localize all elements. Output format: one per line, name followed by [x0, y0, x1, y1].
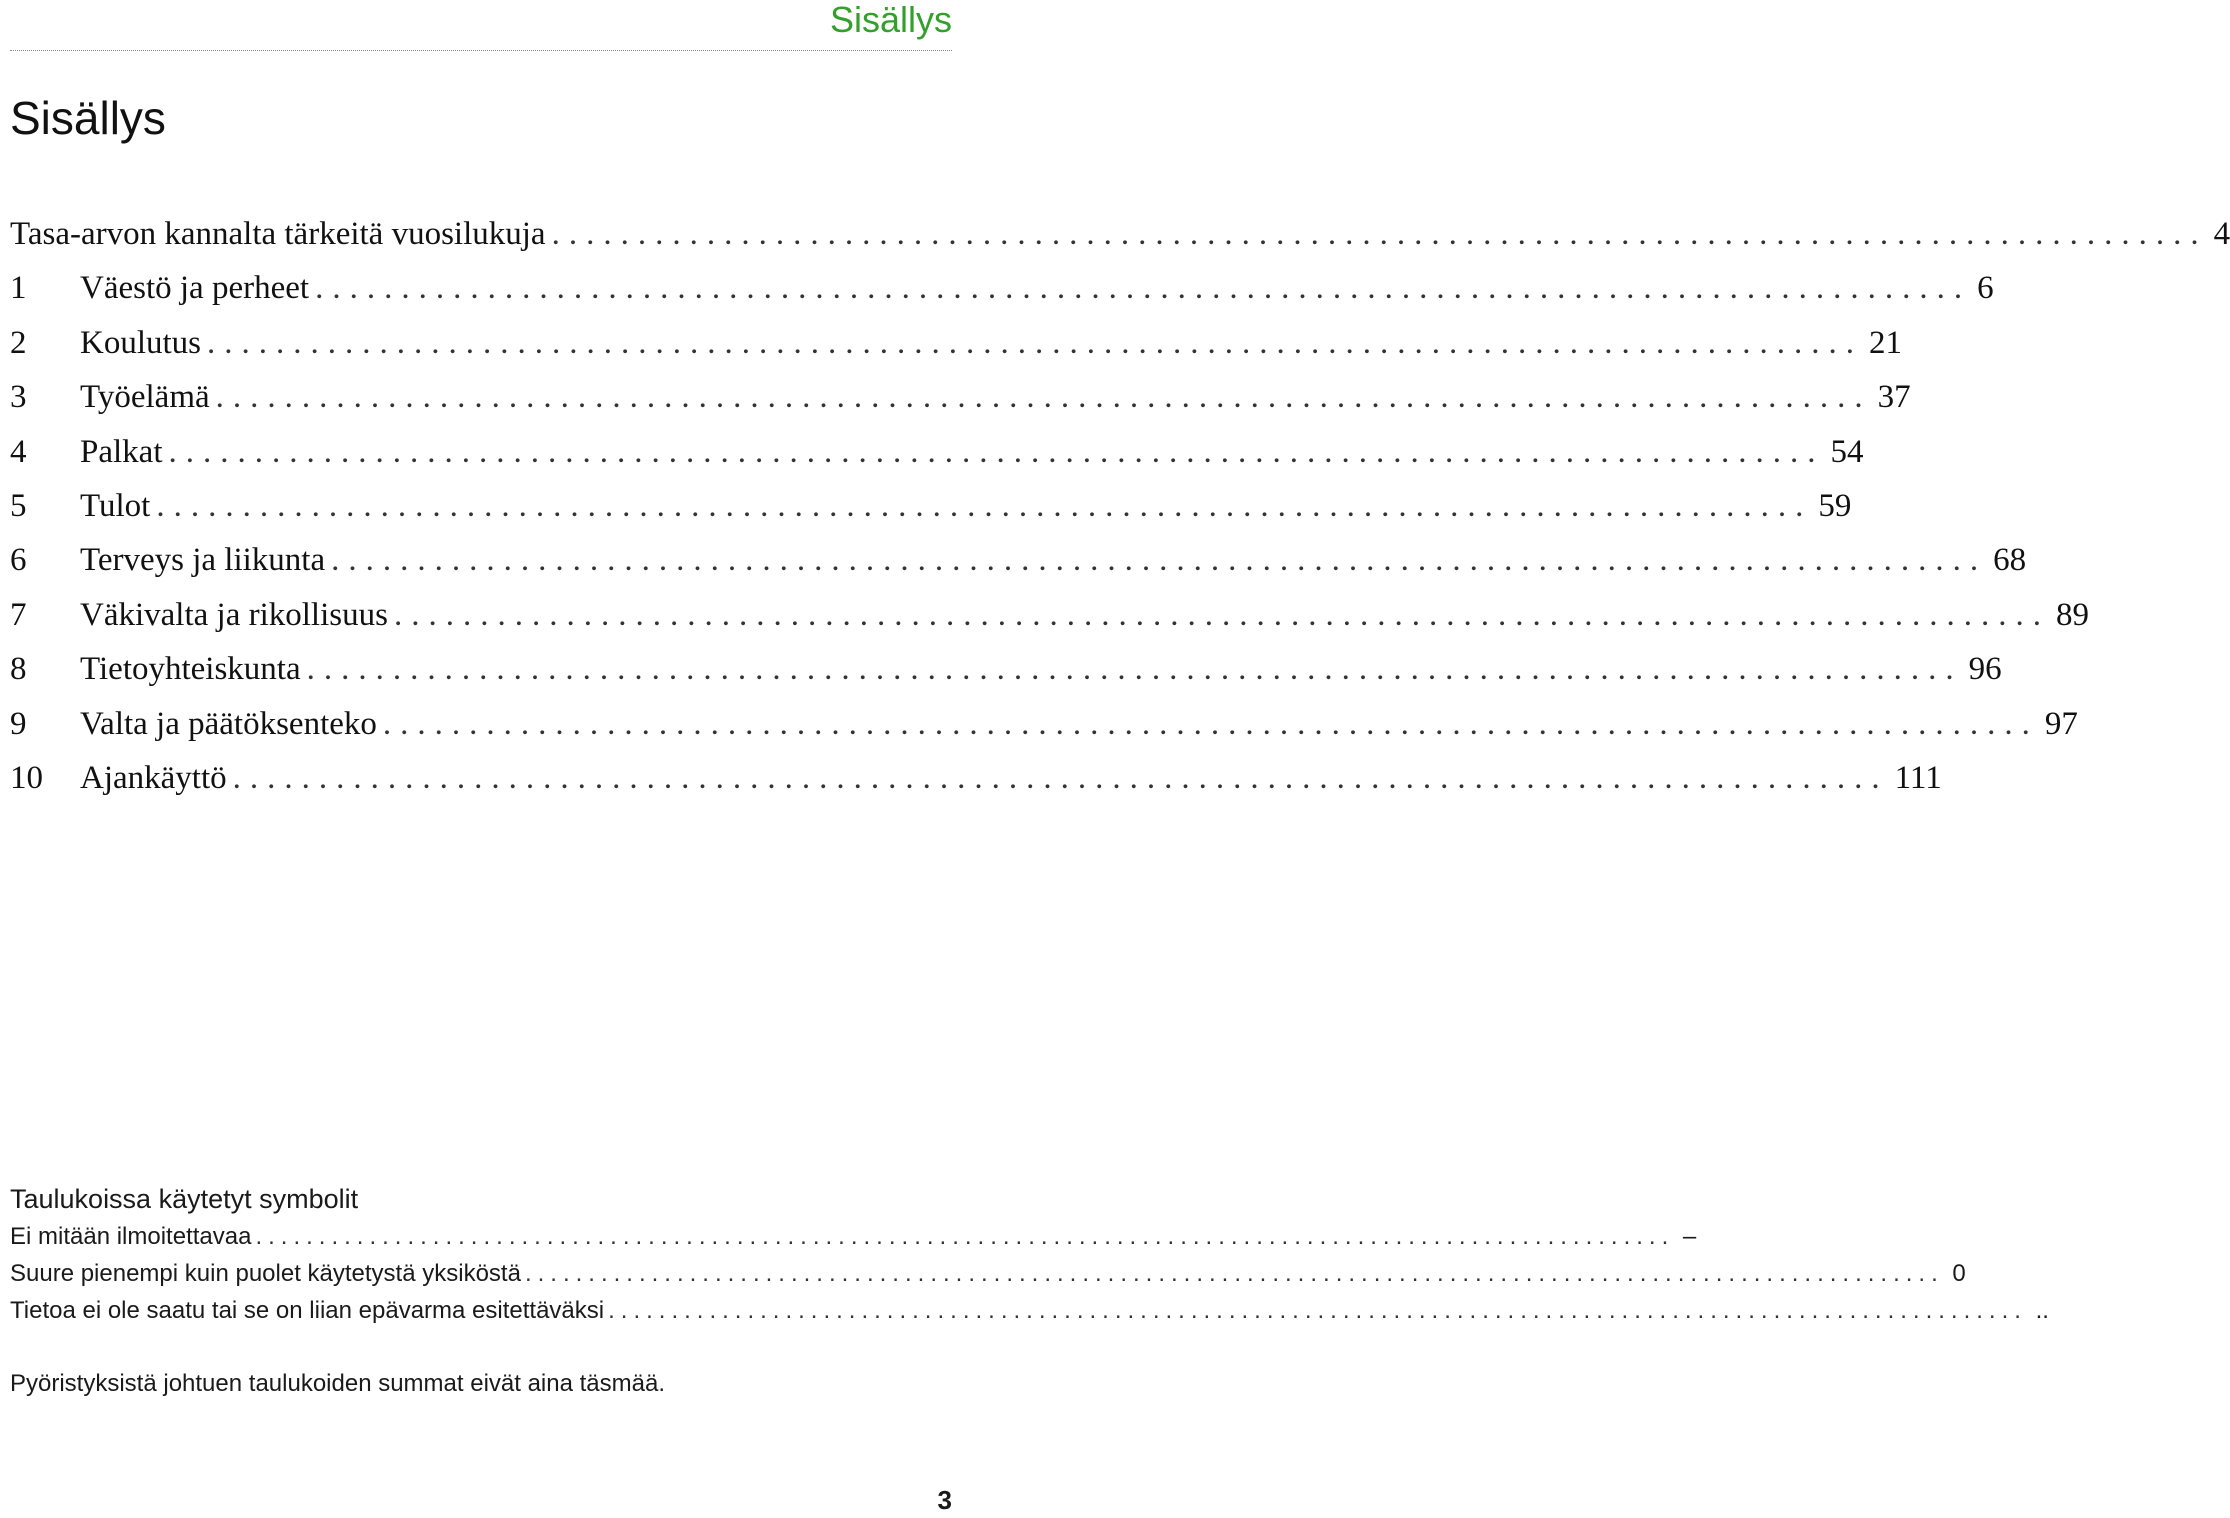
toc-entry-number: 4: [10, 433, 27, 470]
toc-dot-leader: ................................................................................................: [393, 596, 2050, 633]
running-head: Sisällys: [829, 0, 952, 40]
toc-entry-title: Ajankäyttö: [80, 759, 227, 796]
toc-entry-page: 96: [1968, 651, 2002, 688]
symbol-value: ..: [2035, 1297, 2049, 1324]
toc-entry-chapter-10[interactable]: [10, 751, 1942, 805]
toc-entry-title: Tasa-arvon kannalta tärkeitä vuosilukuja: [10, 216, 546, 252]
symbol-label: Tietoa ei ole saatu tai se on liian epävarma esitettäväksi: [10, 1297, 605, 1324]
page-title: Sisällys: [10, 92, 166, 144]
symbols-legend: [10, 1180, 2049, 1329]
toc-entry-number: 10: [10, 759, 43, 796]
toc-entry-chapter-2[interactable]: [10, 316, 1903, 370]
symbol-label: Ei mitään ilmoitettavaa: [10, 1223, 252, 1250]
toc-entry-chapter-7[interactable]: [10, 588, 2089, 642]
toc-entry-number: 1: [10, 270, 27, 307]
toc-entry-intro[interactable]: [10, 207, 2230, 261]
toc-entry-page: 37: [1877, 379, 1911, 416]
symbol-dot-leader: ................................................................................................................: [524, 1260, 1944, 1287]
toc-entry-title: Tietoyhteiskunta: [80, 651, 301, 688]
symbol-value: 0: [1952, 1260, 1966, 1287]
toc-dot-leader: ................................................................................................: [215, 379, 1872, 416]
toc-entry-page: 6: [1977, 270, 1994, 307]
toc-dot-leader: ................................................................................................: [232, 759, 1889, 796]
toc-entry-chapter-9[interactable]: [10, 697, 2078, 751]
symbols-heading: Taulukoissa käytetyt symbolit: [10, 1184, 359, 1214]
symbol-value: –: [1682, 1223, 1697, 1250]
toc-entry-chapter-6[interactable]: [10, 533, 2027, 587]
table-of-contents: [10, 207, 2230, 805]
rounding-note: Pyöristyksistä johtuen taulukoiden summat eivät aina täsmää.: [10, 1370, 665, 1397]
toc-entry-page: 59: [1818, 487, 1852, 524]
toc-dot-leader: ................................................................................................: [331, 542, 1988, 579]
toc-dot-leader: ................................................................................................: [551, 216, 2208, 252]
toc-entry-chapter-4[interactable]: [10, 425, 1864, 479]
toc-entry-title: Valta ja päätöksenteko: [80, 705, 377, 742]
symbol-row: [10, 1292, 2049, 1329]
toc-entry-page: 68: [1993, 542, 2027, 579]
page-number: 3: [937, 1485, 952, 1515]
toc-dot-leader: ................................................................................................: [306, 651, 1963, 688]
toc-entry-title: Palkat: [80, 433, 163, 470]
toc-dot-leader: ................................................................................................: [156, 487, 1813, 524]
symbol-row: [10, 1255, 1966, 1292]
toc-entry-chapter-3[interactable]: [10, 370, 1911, 424]
toc-entry-page: 21: [1869, 324, 1903, 361]
toc-entry-page: 89: [2055, 596, 2089, 633]
toc-dot-leader: ................................................................................................: [207, 324, 1864, 361]
toc-entry-page: 97: [2044, 705, 2078, 742]
header-dotted-rule: [10, 50, 952, 51]
toc-entry-title: Tulot: [80, 487, 151, 524]
toc-entry-title: Koulutus: [80, 324, 202, 361]
symbol-row: [10, 1218, 1697, 1255]
toc-entry-chapter-1[interactable]: [10, 261, 1994, 315]
toc-entry-title: Työelämä: [80, 379, 210, 416]
toc-entry-page: 111: [1894, 759, 1942, 796]
symbol-dot-leader: ................................................................................................................: [255, 1223, 1675, 1250]
toc-entry-page: 4: [2213, 216, 2230, 252]
toc-entry-page: 54: [1830, 433, 1864, 470]
toc-entry-number: 7: [10, 596, 27, 633]
toc-entry-number: 3: [10, 379, 27, 416]
toc-dot-leader: ................................................................................................: [382, 705, 2039, 742]
toc-entry-number: 5: [10, 487, 27, 524]
toc-dot-leader: ................................................................................................: [168, 433, 1825, 470]
toc-entry-number: 9: [10, 705, 27, 742]
toc-entry-number: 6: [10, 542, 27, 579]
toc-entry-chapter-8[interactable]: [10, 642, 2002, 696]
toc-entry-title: Väestö ja perheet: [80, 270, 310, 307]
toc-dot-leader: ................................................................................................: [315, 270, 1972, 307]
toc-entry-title: Väkivalta ja rikollisuus: [80, 596, 388, 633]
toc-entry-chapter-5[interactable]: [10, 479, 1852, 533]
symbol-dot-leader: ................................................................................................................: [608, 1297, 2027, 1324]
toc-entry-number: 2: [10, 324, 27, 361]
toc-entry-number: 8: [10, 651, 27, 688]
symbol-label: Suure pienempi kuin puolet käytetystä yksiköstä: [10, 1260, 521, 1287]
toc-entry-title: Terveys ja liikunta: [80, 542, 326, 579]
